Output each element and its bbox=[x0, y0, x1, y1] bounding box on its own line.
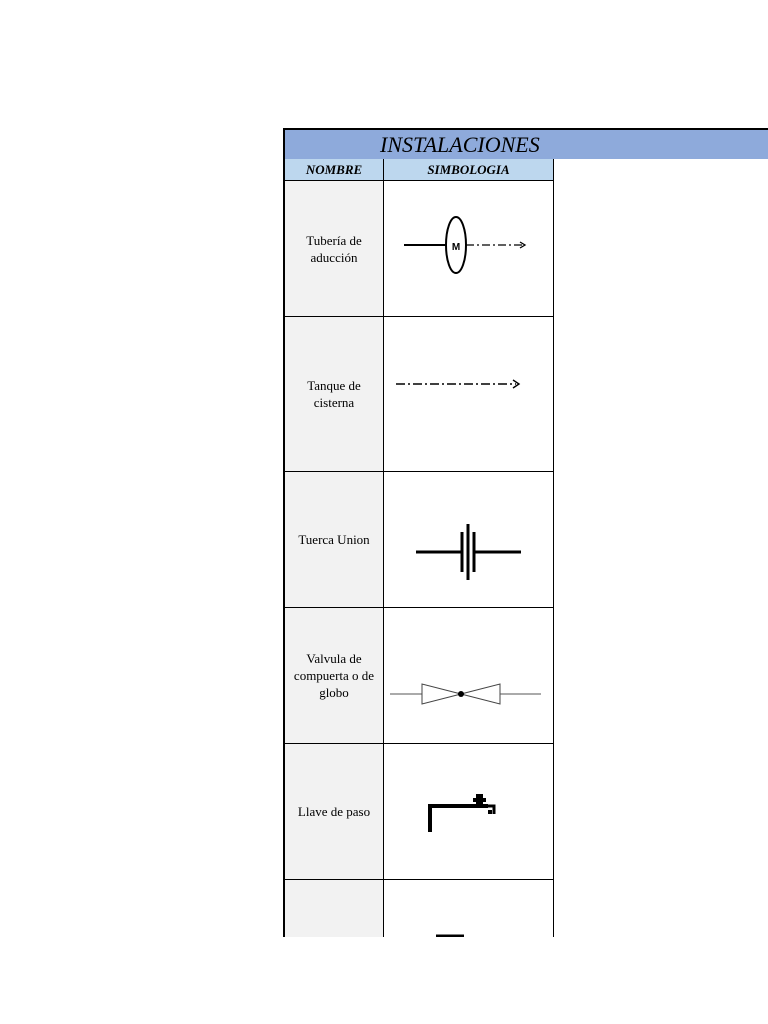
row-symbol-cell bbox=[384, 317, 554, 472]
partial-symbol-icon bbox=[384, 880, 554, 937]
dash-dot-arrow-icon bbox=[384, 317, 554, 472]
union-nut-icon bbox=[384, 472, 554, 608]
symbols-table bbox=[283, 159, 554, 937]
row-name-cell bbox=[283, 880, 384, 937]
svg-text:M: M bbox=[451, 242, 461, 253]
page-title: INSTALACIONES bbox=[380, 132, 540, 157]
supply-pipe-with-meter-icon bbox=[384, 181, 554, 317]
gate-valve-icon bbox=[384, 608, 554, 744]
banner-fill bbox=[556, 130, 768, 159]
title-banner bbox=[283, 128, 768, 159]
row-symbol-cell bbox=[384, 472, 554, 608]
column-header-symbol: SIMBOLOGIA bbox=[384, 159, 554, 181]
stopcock-icon bbox=[384, 744, 554, 880]
row-name-cell: Valvula de compuerta o de globo bbox=[283, 608, 384, 744]
row-name-cell: Llave de paso bbox=[283, 744, 384, 880]
row-name-cell: Tuerca Union bbox=[283, 472, 384, 608]
row-symbol-cell bbox=[384, 181, 554, 317]
column-header-name: NOMBRE bbox=[283, 159, 384, 181]
row-symbol-cell bbox=[384, 744, 554, 880]
row-symbol-cell bbox=[384, 880, 554, 937]
row-name-cell: Tubería de aducción bbox=[283, 181, 384, 317]
row-name-cell: Tanque de cisterna bbox=[283, 317, 384, 472]
row-symbol-cell bbox=[384, 608, 554, 744]
